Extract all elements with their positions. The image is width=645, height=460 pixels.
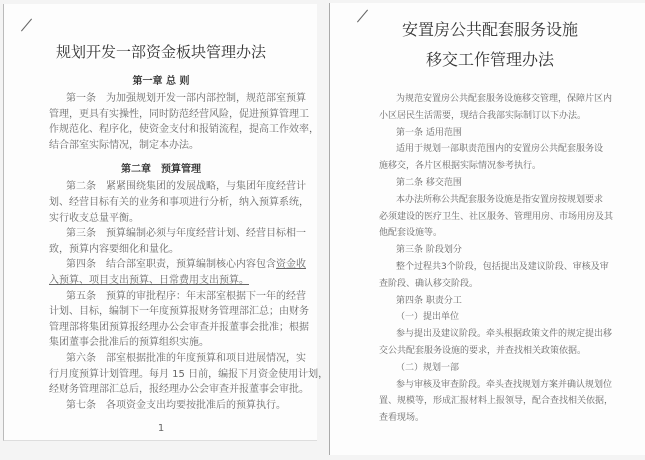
line-text: 第二条 紧紧围绕集团的发展战略，与集团年度经营计 [66, 181, 306, 193]
text-line [379, 360, 601, 377]
line-text: 实行收支总量平衡。 [49, 212, 139, 224]
line-text: 安置房公共配套服务设施 [401, 20, 578, 39]
line-text: 置、规模等，形成汇报材料上报领导，配合查找相关依据， [379, 396, 614, 407]
text-line [379, 209, 614, 226]
chapter-heading [49, 153, 273, 179]
line-text: 第七条 各项资金支出均要按批准后的预算执行。 [66, 399, 286, 411]
text-line [49, 91, 306, 107]
line-text: 第六条 部室根据批准的年度预算和项目进展情况，实 [66, 352, 306, 364]
line-text: 小区居民生活需要，现结合我部实际制订以下办法。 [379, 110, 587, 121]
text-line [379, 293, 601, 310]
pen-mark [21, 19, 32, 32]
line-text: 第一条 适用范围 [396, 127, 462, 138]
text-line [379, 276, 601, 293]
line-text: （二）规划一部 [396, 362, 460, 373]
document-page-left [3, 4, 329, 441]
text-line [49, 226, 306, 242]
line-text: 查阶段、确认移交阶段。 [379, 278, 479, 289]
line-text: 1 [157, 423, 165, 435]
text-line [49, 138, 273, 154]
line-text: 为规范安置房公共配套服务设施移交管理，保障片区内 [396, 94, 613, 104]
text-line [49, 398, 286, 414]
line-text: 整个过程共3个阶段，包括提出及建议阶段、审核及审 [396, 261, 609, 272]
line-text: 交公共配套服务设施的要求，并查找相关政策依据。 [379, 345, 587, 356]
text-line [49, 367, 329, 383]
text-line [49, 320, 309, 336]
document-title [49, 39, 273, 73]
line-text: 集团董事会批准后的预算组织实施。 [49, 337, 209, 349]
text-line [379, 192, 604, 209]
line-text: 规划开发一部资金板块管理办法 [55, 43, 266, 61]
text-line [379, 158, 601, 175]
line-text: 参与提出及建议阶段。牵头根据政策文件的规定提出移 [396, 329, 613, 340]
text-line [379, 242, 601, 259]
line-text: 参与审核及审查阶段。牵头查找规划方案并确认规划位 [396, 379, 613, 390]
text-line [379, 309, 601, 326]
text-line [49, 242, 273, 258]
text-line [49, 304, 309, 320]
document-title [379, 45, 601, 91]
text-line [379, 175, 601, 192]
line-text: 查看现场。 [379, 413, 425, 424]
pen-mark [357, 10, 368, 23]
line-text: 致，预算内容要细化和量化。 [49, 243, 179, 255]
text-line [379, 108, 601, 125]
underlined-text: 入预算、项目支出预算、日常费用支出预算。 [49, 274, 249, 286]
text-line [49, 195, 309, 211]
line-text: 第四条 结合部室职责，预算编制核心内容包含 [66, 259, 276, 271]
line-text: 行月度预算计划管理。每月 15 日前，编报下月资金使用计划， [49, 368, 329, 380]
text-line [379, 91, 613, 108]
line-text: 必须建设的医疗卫生、社区服务、管理用房、市场用房及其 [379, 211, 614, 222]
line-text: 结合部室实际情况，制定本办法。 [49, 139, 199, 151]
text-line [49, 211, 273, 227]
line-text: 第三条 预算编制必须与年度经营计划、经营目标相一 [66, 228, 306, 240]
text-line [49, 382, 309, 398]
line-text: 管理，更具有实操性，同时防范经营风险，促进预算管理工 [49, 108, 309, 120]
line-text: 第一章 总 则 [132, 76, 190, 87]
line-text: 他配套设施等。 [379, 228, 443, 239]
line-text: 第五条 预算的审批程序：年末部室根据下一年的经营 [66, 290, 306, 302]
line-text: 计划、目标，编制下一年度预算报财务管理部汇总；由财务 [49, 306, 309, 318]
underlined-text: 资金收 [276, 259, 306, 271]
line-text: 施移交，各片区根据实际情况参考执行。 [379, 161, 542, 172]
text-line [379, 141, 604, 158]
line-text: 本办法所称公共配套服务设施是指安置房按规划要求 [396, 194, 604, 205]
line-text: 作规范化、程序化，使资金支付和报销流程，提高工作效率， [49, 124, 319, 136]
line-text: 第二条 移交范围 [396, 177, 462, 188]
document-title [379, 15, 601, 45]
text-line [49, 273, 273, 289]
text-line [379, 393, 614, 410]
text-line [379, 259, 609, 276]
line-text: 移交工作管理办法 [425, 50, 554, 69]
text-line [379, 326, 613, 343]
line-text: 第二章 预算管理 [121, 164, 201, 176]
line-text: （一）提出单位 [396, 312, 460, 323]
document-page-right [329, 3, 645, 455]
text-line [379, 377, 613, 394]
page-text [379, 15, 614, 427]
text-line [49, 257, 306, 273]
line-text: 第四条 职责分工 [396, 295, 462, 306]
line-text: 第一条 为加强规划开发一部内部控制，规范部室预算 [66, 93, 306, 104]
line-text: 经财务管理部汇总后，报经理办公会审查并报董事会审批。 [49, 384, 309, 396]
text-line [379, 125, 601, 142]
text-line [49, 107, 309, 123]
text-line [49, 122, 319, 138]
text-line [49, 351, 306, 367]
text-line [49, 289, 306, 305]
chapter-heading [49, 73, 273, 91]
text-line [49, 335, 273, 351]
page-number [49, 421, 273, 437]
text-line [379, 343, 601, 360]
text-line [49, 179, 306, 195]
line-text: 适用于规划一部职责范围内的安置房公共配套服务设 [396, 144, 604, 155]
line-text: 第三条 阶段划分 [396, 245, 462, 256]
page-text [49, 39, 329, 437]
text-line [379, 225, 601, 242]
line-text: 管理部将集团预算报经理办公会审查并报董事会批准；根据 [49, 321, 309, 333]
text-line [379, 410, 601, 427]
line-text: 划、经营目标有关的业务和事项进行分析，纳入预算系统， [49, 196, 309, 208]
